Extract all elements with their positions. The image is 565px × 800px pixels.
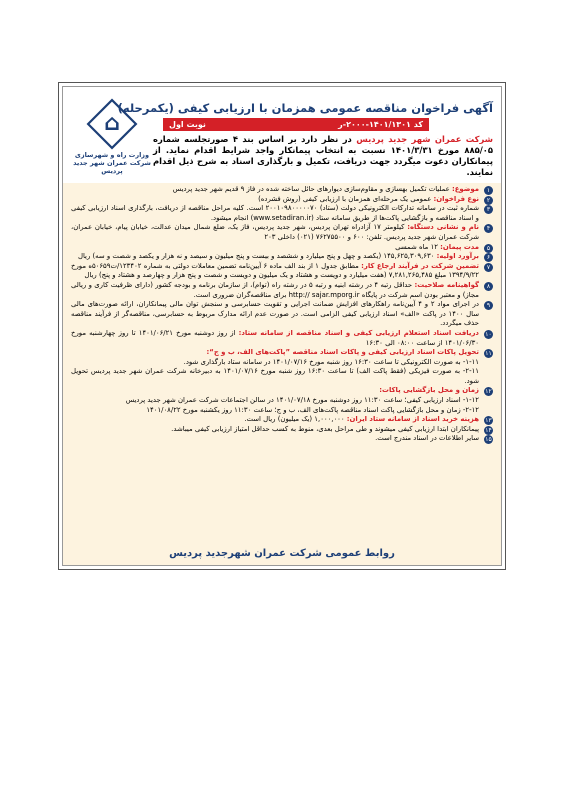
item-text: پیمانکاران ابتدا ارزیابی کیفی میشوند و طی مراحل بعدی، منوط به کسب حداقل امتیاز ارزیابی کیفی میباشد. — [171, 424, 479, 433]
tender-notice — [58, 82, 506, 570]
item-list — [63, 183, 501, 444]
item-number-badge: ۹ — [484, 301, 493, 310]
item-label: مدت پیمان: — [440, 242, 479, 251]
intro-text: در نظر دارد بر اساس بند ۴ صورتجلسه شماره ۸۸۵/۰۵ مورخ ۱۴۰۱/۳/۳۱ نسبت به انتخاب پیمانکار واجد شرایط اقدام نماید. از پیمانکاران دعوت میگردد جهت دریافت، تکمیل و بارگذاری اسناد به شرح ذیل اقدام نمایند. — [153, 134, 494, 177]
item-label: نوع فراخوان: — [433, 194, 479, 203]
list-item — [71, 386, 493, 396]
list-item — [71, 415, 493, 425]
item-label: موضوع: — [451, 185, 479, 193]
tender-code: کد ۱۴۰۱/۱۳۰۱-۲۰۰۰-ر — [338, 120, 423, 129]
item-label: گواهینامه صلاحیت: — [414, 280, 479, 289]
list-item — [71, 348, 493, 358]
item-text: ۲-۱۲- زمان و محل بازگشایی پاکت اسناد مناقصه پاکت‌های الف، ب و ج؛ ساعت ۱۱:۳۰ روز یکشنبه مورخ ۱۴۰۱/۰۸/۲۲ — [146, 405, 479, 414]
logo-mark-icon: ⌂ — [104, 111, 120, 136]
item-text: حداقل رتبه ۴ در رشته ابنیه و رتبه ۵ در رشته راه (توام)، از سازمان برنامه و بودجه کشور (دارای ظرفیت کاری و ریالی مجاز) و معتبر بودن اسم شرکت در پایگاه http:// sajar.mporg.ir برای مناقصه‌گران ضروری است. — [71, 280, 479, 299]
list-item — [71, 367, 493, 386]
list-item — [71, 300, 493, 329]
item-text: کیلومتر ۱۷ آزادراه تهران پردیس، شهر جدید پردیس، فاز یک، ضلع شمال میدان عدالت، خیابان پیام، خیابان عمران، شرکت عمران شهر جدید پردیس. تلفن: ۶۰۰ و ۷۶۲۷۵۵۰۰ (۰۲۱) داخلی ۲۰۳ — [71, 223, 479, 241]
item-number-badge: ۱۴ — [485, 426, 492, 434]
list-item — [71, 329, 493, 348]
item-number-badge: ۳ — [484, 205, 493, 214]
item-label: تحویل پاکات اسناد ارزیابی کیفی و پاکات اسناد مناقصه ”پاکت‌های الف، ب و ج“: — [206, 348, 479, 357]
notice-footer: روابط عمومی شرکت عمران شهرجدید پردیس — [169, 548, 395, 559]
list-item — [71, 185, 493, 195]
list-item — [71, 252, 493, 262]
item-text: ۱,۰۰۰,۰۰۰ (یک میلیون) ریال است. — [244, 415, 345, 424]
notice-frame — [62, 86, 502, 566]
item-number-badge: ۵ — [484, 244, 493, 253]
item-label: برآورد اولیه: — [436, 252, 479, 261]
item-text: عملیات تکمیل بهسازی و مقاوم‌سازی دیوارهای حائل ساخته شده در فاز ۹ قدیم شهر جدید پردیس — [172, 185, 450, 193]
list-item — [71, 358, 493, 368]
list-item — [71, 262, 493, 281]
item-number-badge: ۱۵ — [485, 436, 492, 444]
item-text: ۱-۱۱- به صورت الکترونیکی تا ساعت ۱۶:۳۰ روز شنبه مورخ ۱۴۰۱/۰۷/۱۶ در سامانه ستاد بارگذاری شود. — [183, 357, 479, 366]
item-text: ۱۴۵,۶۲۵,۳۰۹,۶۳۰ (یکصد و چهل و پنج میلیارد و ششصد و بیست و پنج میلیون و سیصد و نه هزار و یکصد و شصت و سه) ریال — [77, 252, 435, 261]
item-number-badge: ۲ — [484, 196, 493, 205]
item-number-badge: ۷ — [484, 263, 493, 272]
item-label: زمان و محل بازگشایی پاکات: — [379, 386, 479, 395]
item-text: ۲-۱۱- به صورت فیزیکی (فقط پاکت الف) تا ساعت ۱۶:۳۰ روز شنبه مورخ ۱۴۰۱/۰۷/۱۶ به دبیرخانه شرکت عمران شهر جدید پردیس تحویل شود. — [71, 367, 479, 385]
list-item — [71, 434, 493, 444]
item-number-badge: ۱۱ — [485, 350, 492, 358]
item-text: مطابق جدول ۱ از بند الف ماده ۶ آیین‌نامه تضمین معاملات دولتی به شماره ۱۲۳۴۰۲/ت۵۰۶۵۹ه مورخ ۱۳۹۴/۹/۲۲ مبلغ ۷,۲۸۱,۲۶۵,۴۸۵ (هفت میلیارد و دویست و هشتاد و یک میلیون و دویست و شصت و پنج هزار و چهارصد و هشتاد و پنج) ریال — [71, 261, 479, 280]
item-text: در اجرای مواد ۲ و ۴ آیین‌نامه راهکارهای افزایش ضمانت اجرایی و تقویت حسابرسی و سنجش توان مالی پیمانکاران، ارائه صورت‌های مالی سال ۱۴۰۰ در پاکت «الف» اسناد ارزیابی کیفی الزامی است. در صورت عدم ارائه مدارک مربوط به حسابرسی، مناقصه‌گر از فرآیند مناقصه حذف میگردد. — [71, 300, 479, 328]
item-label: هزینه خرید اسناد از سامانه ستاد ایران: — [346, 415, 479, 424]
item-number-badge: ۶ — [484, 253, 493, 262]
list-item — [71, 223, 493, 242]
item-number-badge: ۱۳ — [485, 417, 492, 425]
item-number-badge: ۴ — [484, 224, 493, 233]
intro-company: شرکت عمران شهر جدید پردیس — [356, 134, 493, 144]
item-text: ۱-۱۲- اسناد ارزیابی کیفی؛ ساعت ۱۱:۳۰ روز دوشنبه مورخ ۱۴۰۱/۰۷/۱۸ در سالن اجتماعات شرکت عمران شهر جدید پردیس — [125, 396, 479, 405]
item-label: تضمین شرکت در فرآیند ارجاع کار: — [361, 261, 479, 270]
notice-title: آگهی فراخوان مناقصه عمومی همزمان با ارزیابی کیفی (یکمرحله) — [117, 101, 493, 115]
notice-body — [63, 183, 501, 565]
item-text: ۱۲ ماه شمسی — [395, 242, 438, 251]
list-item — [71, 243, 493, 253]
item-number-badge: ۸ — [484, 282, 493, 291]
intro-paragraph — [153, 134, 493, 178]
list-item — [71, 281, 493, 300]
notice-header — [63, 87, 501, 182]
logo-caption — [73, 151, 151, 175]
item-text: شماره ثبت در سامانه تدارکات الکترونیکی دولت (ستاد) ۲۰۰۱۰۹۸۰۰۰۰۰۷۰ است. کلیه مراحل مناقصه از دریافت، بارگذاری اسناد ارزیابی کیفی و اسناد مناقصه و بازگشایی پاکت‌ها از طریق سامانه ستاد (www.setadiran.ir) انجام میشود. — [71, 204, 479, 222]
item-label: دریافت اسناد استعلام ارزیابی کیفی و اسناد مناقصه از سامانه ستاد: — [238, 328, 479, 337]
item-number-badge: ۱ — [484, 186, 493, 195]
item-text: سایر اطلاعات در اسناد مندرج است. — [375, 434, 479, 443]
logo-caption-line-2: شرکت عمران شهر جدید پردیس — [73, 159, 151, 175]
item-text: از روز دوشنبه مورخ ۱۴۰۱/۰۶/۲۱ تا روز چهارشنبه مورخ ۱۴۰۱/۰۶/۳۰ از ساعت ۰۸:۰۰ الی ۱۶:۳۰ — [71, 328, 479, 347]
list-item — [71, 204, 493, 223]
item-number-badge: ۱۰ — [485, 330, 492, 338]
list-item — [71, 396, 493, 406]
list-item — [71, 195, 493, 205]
list-item — [71, 425, 493, 435]
item-number-badge: ۱۲ — [485, 388, 492, 396]
item-label: نام و نشانی دستگاه: — [407, 223, 479, 232]
item-text: عمومی یک مرحله‌ای همزمان با ارزیابی کیفی (روش فشرده) — [258, 194, 432, 203]
publication-round: نوبت اول — [169, 120, 206, 129]
logo-caption-line-1: وزارت راه و شهرسازی — [74, 151, 150, 159]
code-bar — [163, 118, 429, 131]
list-item — [71, 406, 493, 416]
